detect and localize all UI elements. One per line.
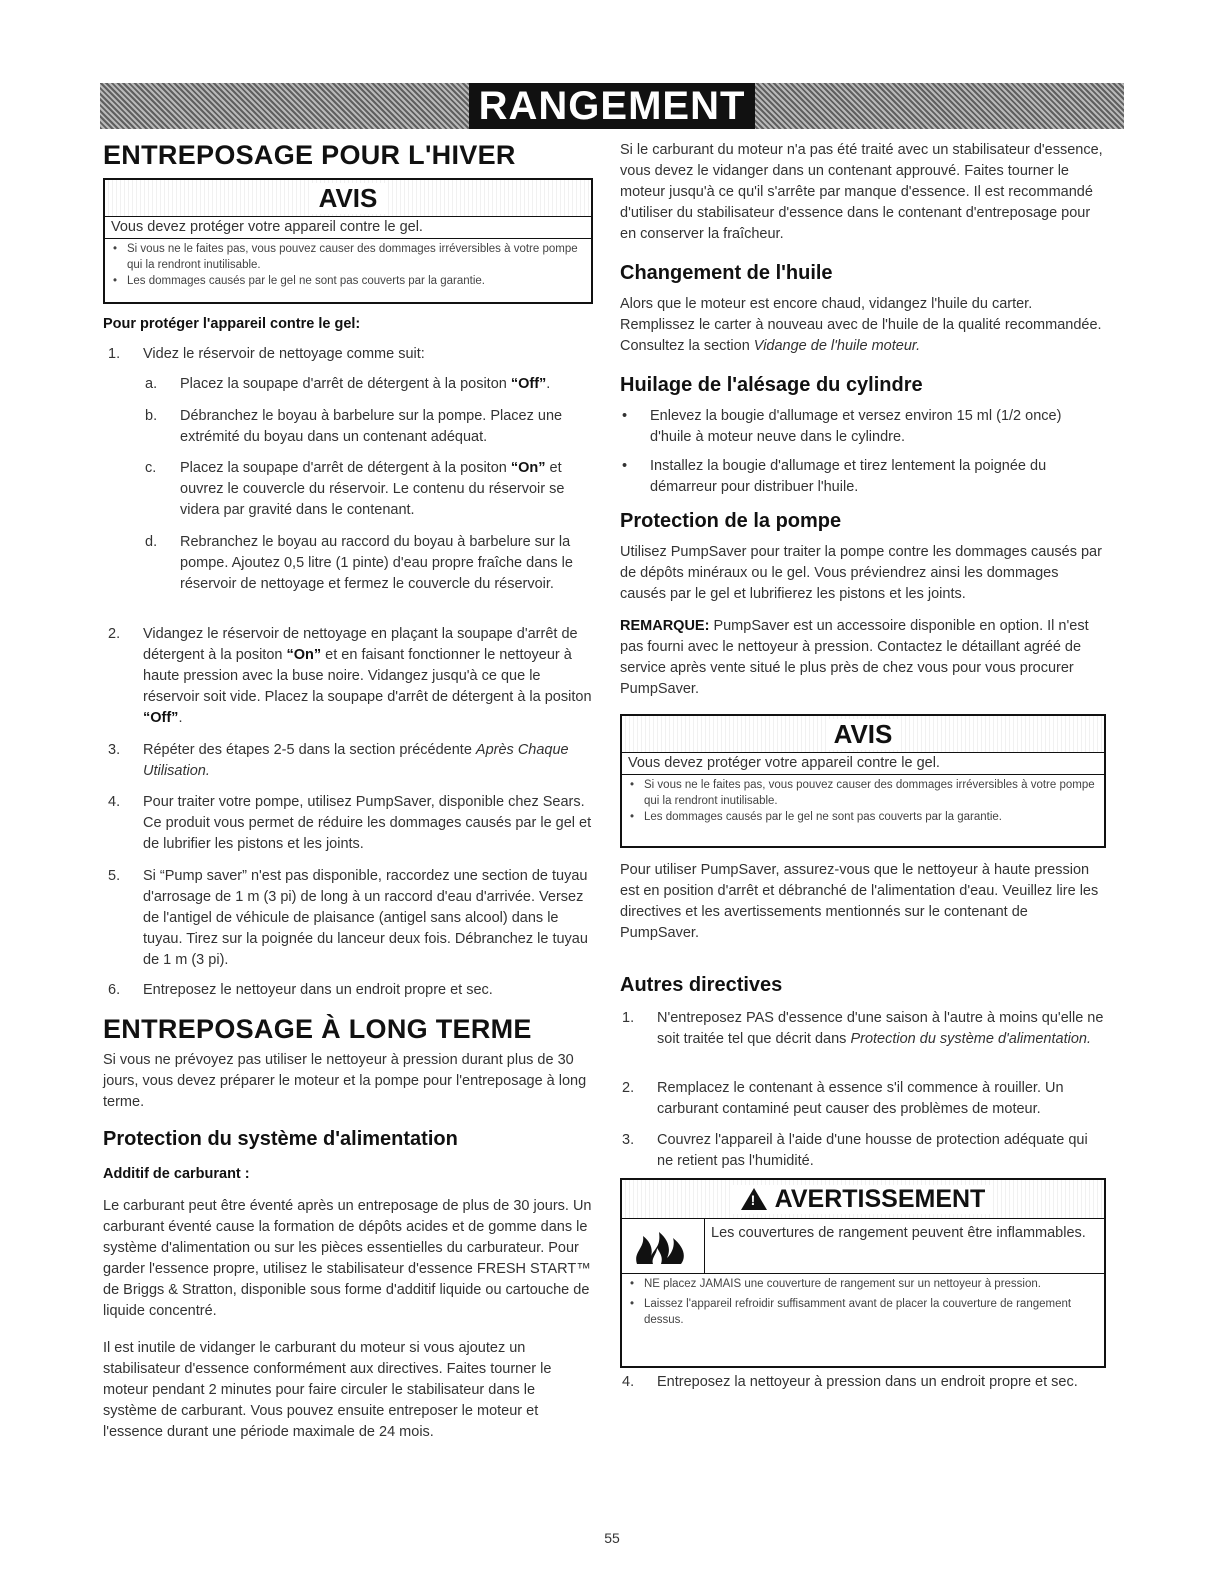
warning-text: Les couvertures de rangement peuvent être inflammables. <box>711 1225 1086 1241</box>
bullet: • <box>622 458 628 474</box>
step-number: 1. <box>622 1010 635 1026</box>
substep-letter: b. <box>145 408 158 424</box>
step-number: 3. <box>622 1132 635 1148</box>
pumpsaver-usage-text: Pour utiliser PumpSaver, assurez-vous que le nettoyeur à haute pression est en position d'arrêt et débranché de l'alimentation d'eau. Veuillez lire les directives et les avertissements mentionnés sur le contenant de PumpSaver. <box>620 862 1099 941</box>
pump-protection-text: Utilisez PumpSaver pour traiter la pompe contre les dommages causés par de dépôts minéraux ou le gel. Vous préviendrez ainsi les dommages causés par le gel et lubrifierez les pistons et les joints. <box>620 544 1102 602</box>
notice-header <box>105 180 591 217</box>
banner-title: RANGEMENT <box>469 83 756 129</box>
notice-bullets: • Si vous ne le faites pas, vous pouvez causer des dommages irréversibles à votre pompe qui la rendront inutilisable. • Les dommages causés par le gel ne sont pas couverts par la garantie. <box>105 239 591 292</box>
heading-fuel-protection: Protection du système d'alimentation <box>103 1128 458 1150</box>
step-number: 4. <box>108 794 121 810</box>
notice-bullet: Les dommages causés par le gel ne sont pas couverts par la garantie. <box>127 275 485 287</box>
warning-bullet: NE placez JAMAIS une couverture de rangement sur un nettoyeur à pression. <box>644 1278 1041 1290</box>
page-number: 55 <box>604 1530 620 1546</box>
heading-other-directives: Autres directives <box>620 974 783 996</box>
notice-bullet: Les dommages causés par le gel ne sont pas couverts par la garantie. <box>644 811 1002 823</box>
heading-long-term: ENTREPOSAGE À LONG TERME <box>103 1014 532 1044</box>
substep-letter: c. <box>145 460 157 476</box>
notice-bullet: Si vous ne le faites pas, vous pouvez causer des dommages irréversibles à votre pompe qui la rendront inutilisable. <box>644 779 1095 807</box>
notice-line: Vous devez protéger votre appareil contre le gel. <box>622 753 1104 775</box>
directive-2: Remplacez le contenant à essence s'il commence à rouiller. Un carburant contaminé peut causer des problèmes de moteur. <box>657 1080 1064 1117</box>
fuel-paragraph-1: Le carburant peut être éventé après un entreposage de plus de 30 jours. Un carburant éventé cause la formation de dépôts acides et de gomme dans le système d'alimentation ou sur les pièces essentielles du carburateur. Pour garder l'essence propre, utilisez le stabilisateur d'essence FRESH START™ de Briggs & Stratton, disponible sous forme d'additif liquide ou cartouche de liquide concentré. <box>103 1198 592 1319</box>
step-number: 6. <box>108 982 121 998</box>
heading-pump-protection: Protection de la pompe <box>620 510 842 532</box>
heading-winter-storage: ENTREPOSAGE POUR L'HIVER <box>103 140 516 170</box>
step-number: 2. <box>108 626 121 642</box>
cylinder-bullet-2: Installez la bougie d'allumage et tirez lentement la poignée du démarreur pour distribuer l'huile. <box>650 458 1047 495</box>
fuel-additive-label: Additif de carburant : <box>103 1166 250 1182</box>
step-number: 4. <box>622 1374 635 1390</box>
notice-bullets: • Si vous ne le faites pas, vous pouvez causer des dommages irréversibles à votre pompe qui la rendront inutilisable. • Les dommages causés par le gel ne sont pas couverts par la garantie. <box>622 775 1104 828</box>
step-number: 2. <box>622 1080 635 1096</box>
notice-box-2 <box>620 714 1106 848</box>
fuel-paragraph-2: Il est inutile de vidanger le carburant du moteur si vous ajoutez un stabilisateur d'essence conformément aux directives. Faites tourner le moteur pendant 2 minutes pour faire circuler le stabilisateur dans le système de carburant. Vous pouvez ensuite entreposer le moteur et l'essence durant une période maximale de 24 mois. <box>103 1340 552 1440</box>
fuel-paragraph-3: Si le carburant du moteur n'a pas été traité avec un stabilisateur d'essence, vous devez le vidanger dans un contenant approuvé. Faites tourner le moteur jusqu'à ce qu'il s'arrête par manque d'essence. Il est recommandé d'utiliser du stabilisateur d'essence dans le contenant d'entreposage pour en conserver la fraîcheur. <box>620 142 1103 242</box>
directive-1: N'entreposez PAS d'essence d'une saison à l'autre à moins qu'elle ne soit traitée tel que décrit dans Protection du système d'alimentation. <box>657 1010 1104 1047</box>
warning-bullet: Laissez l'appareil refroidir suffisamment avant de placer la couverture de rangement dessus. <box>644 1298 1072 1326</box>
step-1c: Placez la soupape d'arrêt de détergent à la positon “On” et ouvrez le couvercle du réservoir. Le contenu du réservoir se videra par gravité dans le contenant. <box>180 460 565 518</box>
long-term-text: Si vous ne prévoyez pas utiliser le nettoyeur à pression durant plus de 30 jours, vous devez préparer le moteur et la pompe pour l'entreposage à long terme. <box>103 1052 587 1110</box>
step-number: 3. <box>108 742 121 758</box>
step-6: Entreposez le nettoyeur dans un endroit propre et sec. <box>143 982 493 998</box>
warning-body <box>622 1219 1104 1274</box>
substep-letter: a. <box>145 376 158 392</box>
step-5: Si “Pump saver” n'est pas disponible, raccordez une section de tuyau d'arrosage de 1 m (3 pi) de long à un raccord d'eau d'arrivée. Versez de l'antigel de véhicule de plaisance (antigel sans alcool) dans le tuyau. Tirez sur la poignée du lanceur deux fois. Débranchez le tuyau de 1 m (3 pi). <box>143 868 588 968</box>
remark-text: REMARQUE: PumpSaver est un accessoire disponible en option. Il n'est pas fourni avec le nettoyeur à pression. Contactez le détaillant agréé de service après vente situé le plus près de chez vous pour vous procurer PumpSaver. <box>620 618 1089 697</box>
step-1b: Débranchez le boyau à barbelure sur la pompe. Placez une extrémité du boyau dans un contenant adéquat. <box>180 408 563 445</box>
section-banner <box>100 83 1124 129</box>
heading-cylinder: Huilage de l'alésage du cylindre <box>620 374 923 396</box>
bullet: • <box>622 408 628 424</box>
warning-box <box>620 1178 1106 1368</box>
step-1a: Placez la soupape d'arrêt de détergent à la positon “Off”. <box>180 376 551 392</box>
heading-oil-change: Changement de l'huile <box>620 262 833 284</box>
notice-bullet: Si vous ne le faites pas, vous pouvez causer des dommages irréversibles à votre pompe qui la rendront inutilisable. <box>127 243 578 271</box>
step-2: Vidangez le réservoir de nettoyage en plaçant la soupape d'arrêt de détergent à la positon “On” et en faisant fonctionner le nettoyeur à haute pression avec la buse noire. Vidangez jusqu'à ce que le réservoir soit vide. Placez la soupape d'arrêt de détergent à la positon “Off”. <box>143 626 592 726</box>
fire-hazard-icon <box>622 1219 705 1273</box>
step-3: Répéter des étapes 2-5 dans la section précédente Après Chaque Utilisation. <box>143 742 569 779</box>
notice-title: AVIS <box>826 719 901 750</box>
warning-header <box>622 1180 1104 1219</box>
directive-3: Couvrez l'appareil à l'aide d'une housse de protection adéquate qui ne retient pas l'humidité. <box>657 1132 1088 1169</box>
warning-title: AVERTISSEMENT <box>774 1184 986 1213</box>
substep-letter: d. <box>145 534 158 550</box>
protect-subtitle: Pour protéger l'appareil contre le gel: <box>103 316 361 332</box>
cylinder-bullet-1: Enlevez la bougie d'allumage et versez environ 15 ml (1/2 once) d'huile à moteur neuve dans le cylindre. <box>650 408 1062 445</box>
step-4: Pour traiter votre pompe, utilisez PumpSaver, disponible chez Sears. Ce produit vous permet de réduire les dommages causés par le gel et de lubrifier les pistons et les joints. <box>143 794 592 852</box>
step-number: 1. <box>108 346 121 362</box>
step-number: 5. <box>108 868 121 884</box>
notice-title: AVIS <box>311 183 386 214</box>
warning-triangle-icon <box>741 1188 767 1210</box>
warning-bullets: • NE placez JAMAIS une couverture de rangement sur un nettoyeur à pression. • Laissez l'appareil refroidir suffisamment avant de placer la couverture de rangement dessus. <box>622 1274 1104 1331</box>
step-1d: Rebranchez le boyau au raccord du boyau à barbelure sur la pompe. Ajoutez 0,5 litre (1 pinte) d'eau propre fraîche dans le réservoir de nettoyage et fermez le couvercle du réservoir. <box>180 534 573 592</box>
oil-change-text: Alors que le moteur est encore chaud, vidangez l'huile du carter. Remplissez le carter à nouveau avec de l'huile de la qualité recommandée. Consultez la section Vidange de l'huile moteur. <box>620 296 1102 354</box>
notice-box-1 <box>103 178 593 304</box>
notice-header <box>622 716 1104 753</box>
step-1: Videz le réservoir de nettoyage comme suit: <box>143 346 425 362</box>
notice-line: Vous devez protéger votre appareil contre le gel. <box>105 217 591 239</box>
directive-4: Entreposez la nettoyeur à pression dans un endroit propre et sec. <box>657 1374 1078 1390</box>
